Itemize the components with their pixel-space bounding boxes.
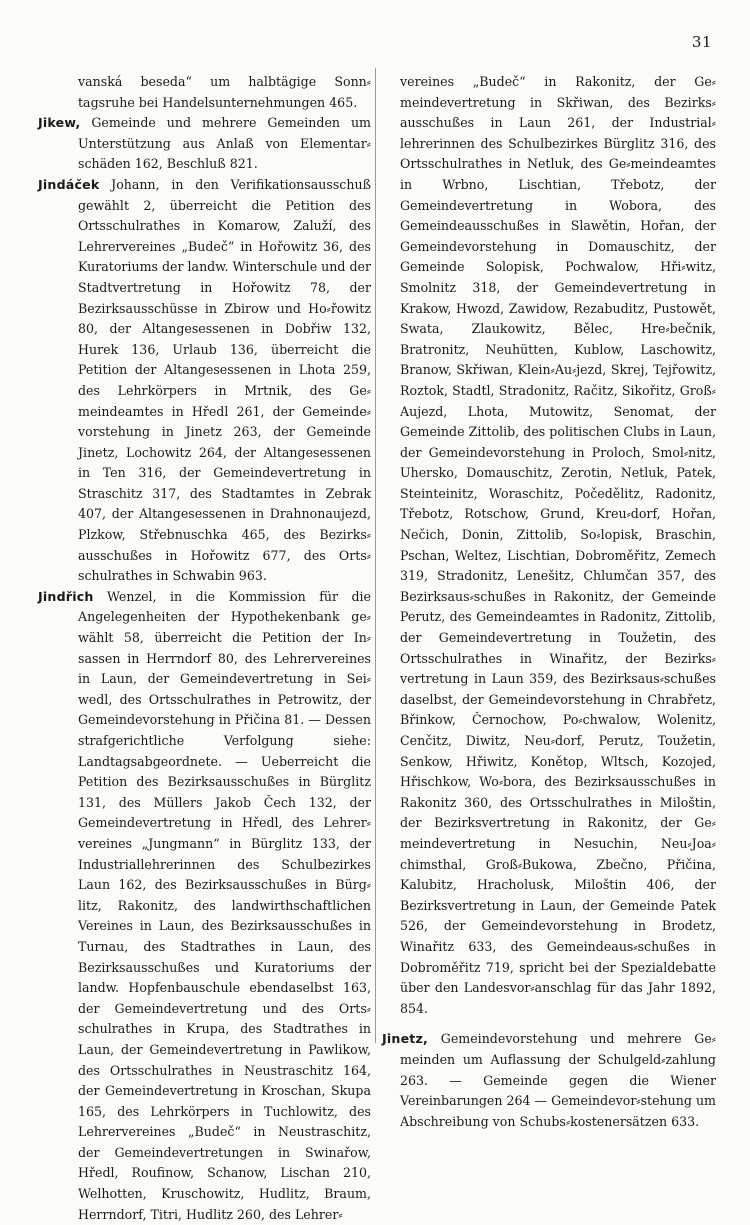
entry-text: Gemeindevorstehung und mehrere Ge⸗meinden um Auflassung der Schulgeld⸗zahlung 263. — Gemeinde gegen die Wiener Vereinbarungen 264 — Gemeindevor⸗stehung um Abschreibung von Schubs⸗kostenersätzen 633.	[400, 1031, 716, 1129]
right-column	[382, 72, 716, 1132]
page-number: 31	[691, 33, 712, 51]
column-divider	[375, 68, 376, 1043]
continuation-text: vereines „Budeč“ in Rakonitz, der Ge⸗meindevertretung in Skřiwan, des Bezirks⸗ausschußes in Laun 261, der Industrial⸗lehrerinnen des Schulbezirkes Bürglitz 316, des Ortsschulrathes in Netluk, des Ge⸗meindeamtes in Wrbno, Lischtian, Třebotz, der Gemeindevertretung in Wobora, des Gemeindeausschußes in Slawětin, Hořan, der Gemeindevorstehung in Domauschitz, der Gemeinde Solopisk, Pochwalow, Hři⸗witz, Smolnitz 318, der Gemeindevertretung in Krakow, Hwozd, Zawidow, Rezabuditz, Pustowět, Swata, Zlaukowitz, Bělec, Hre⸗bečnik, Bratronitz, Neuhütten, Kublow, Laschowitz, Branow, Skřiwan, Klein⸗Au⸗jezd, Skrej, Tejřowitz, Roztok, Stadtl, Stradonitz, Račitz, Sikořitz, Groß⸗Aujezd, Lhota, Mutowitz, Senomat, der Gemeinde Zittolib, des politischen Clubs in Laun, der Gemeindevorstehung in Proloch, Smol⸗nitz, Uhersko, Domauschitz, Zerotin, Netluk, Patek, Steinteinitz, Woraschitz, Počedělitz, Radonitz, Třebotz, Rotschow, Grund, Kreu⸗dorf, Hořan, Nečich, Donin, Zittolib, So⸗lopisk, Braschin, Pschan, Weltez, Lischtian, Dobroměřitz, Zemech 319, Stradonitz, Lenešitz, Chlumčan 357, des Bezirksaus⸗schußes in Rakonitz, der Gemeinde Perutz, des Gemeindeamtes in Radonitz, Zittolib, der Gemeindevertretung in Toužetin, des Ortsschulrathes in Winařitz, der Bezirks⸗vertretung in Laun 359, des Bezirksaus⸗schußes daselbst, der Gemeindevorstehung in Chrabřetz, Břinkow, Černochow, Po⸗chwalow, Wolenitz, Cenčitz, Diwitz, Neu⸗dorf, Perutz, Toužetin, Senkow, Hřiwitz, Konětop, Wltsch, Kozojed, Hřischkow, Wo⸗bora, des Bezirksausschußes in Rakonitz 360, des Ortsschulrathes in Miloštin, der Bezirksvertretung in Rakonitz, der Ge⸗meindevertretung in Nesuchin, Neu⸗Joa⸗chimsthal, Groß⸗Bukowa, Zbečno, Přičina, Kalubitz, Hracholusk, Miloštin 406, der Bezirksvertretung in Laun, der Gemeinde Patek 526, der Gemeindevorstehung in Brodetz, Winařitz 633, des Gemeindeaus⸗schußes in Dobroměřitz 719, spricht bei der Spezialdebatte über den Landesvor⸗anschlag für das Jahr 1892, 854.	[400, 74, 717, 1016]
left-column	[38, 72, 371, 1225]
entry-text: Gemeinde und mehrere Gemeinden um Unterstützung aus Anlaß von Elementar⸗schäden 162, Beschluß 821.	[78, 115, 371, 172]
continuation-text: vanská beseda“ um halbtägige Sonn⸗tagsruhe bei Handelsunternehmungen 465.	[78, 74, 371, 110]
index-entry-jikew	[38, 113, 371, 175]
headword: Jinetz,	[382, 1031, 429, 1047]
entry-text: Wenzel, in die Kommission für die Angelegenheiten der Hypothekenbank ge⸗wählt 58, überreicht die Petition der In⸗sassen in Herrndorf 80, des Lehrervereines in Laun, der Gemeindevertretung in Sei⸗wedl, des Ortsschulrathes in Petrowitz, der Gemeindevorstehung in Přičina 81. — Dessen strafgerichtliche Verfolgung siehe: Landtagsabgeordnete. — Ueberreicht die Petition des Bezirksausschußes in Bürglitz 131, des Müllers Jakob Čech 132, der Gemeindevertretung in Hředl, des Lehrer⸗vereines „Jungmann“ in Bürglitz 133, der Industriallehrerinnen des Schulbezirkes Laun 162, des Bezirksausschußes in Bürg⸗litz, Rakonitz, des landwirthschaftlichen Vereines in Laun, des Bezirksausschußes in Turnau, des Stadtrathes in Laun, des Bezirksausschußes und Kuratoriums der landw. Hopfenbauschule ebendaselbst 163, der Gemeindevertretung und des Orts⸗schulrathes in Krupa, des Stadtrathes in Laun, der Gemeindevertretung in Pawlikow, des Ortsschulrathes in Neustraschitz 164, der Gemeindevertretung in Kroschan, Skupa 165, des Lehrkörpers in Tuchlowitz, des Lehrervereines „Budeč“ in Neustraschitz, der Gemeindevertretungen in Swinařow, Hředl, Roufinow, Schanow, Lischan 210, Welhotten, Kruschowitz, Hudlitz, Braum, Herrndorf, Titri, Hudlitz 260, des Lehrer⸗	[78, 588, 371, 1222]
entry-spacer	[382, 1019, 716, 1029]
index-entry-jindrich	[38, 587, 371, 1225]
entry-text: Johann, in den Verifikationsausschuß gewählt 2, überreicht die Petition des Ortsschulrathes in Komarow, Zaluží, des Lehrervereines „Budeč“ in Hořowitz 36, des Kuratoriums der landw. Winterschule und der Stadtvertretung in Hořowitz 78, der Bezirksausschüsse in Zbirow und Ho⸗řowitz 80, der Altangesessenen in Dobřiw 132, Hurek 136, Urlaub 136, überreicht die Petition der Altangesessenen in Lhota 259, des Lehrkörpers in Mrtnik, des Ge⸗meindeamtes in Hředl 261, der Gemeinde⸗vorstehung in Jinetz 263, der Gemeinde Jinetz, Lochowitz 264, der Altangesessenen in Ten 316, der Gemeindevertretung in Straschitz 317, des Stadtamtes in Zebrak 407, der Altangesessenen in Drahnonaujezd, Plzkow, Střebnuschka 465, des Bezirks⸗ausschußes in Hořowitz 677, des Orts⸗schulrathes in Schwabin 963.	[78, 176, 371, 584]
headword: Jindřich	[38, 588, 94, 604]
headword: Jikew,	[38, 115, 81, 131]
index-entry-jindacek	[38, 175, 371, 587]
headword: Jindáček	[38, 176, 100, 192]
index-entry-jinetz	[382, 1029, 716, 1132]
